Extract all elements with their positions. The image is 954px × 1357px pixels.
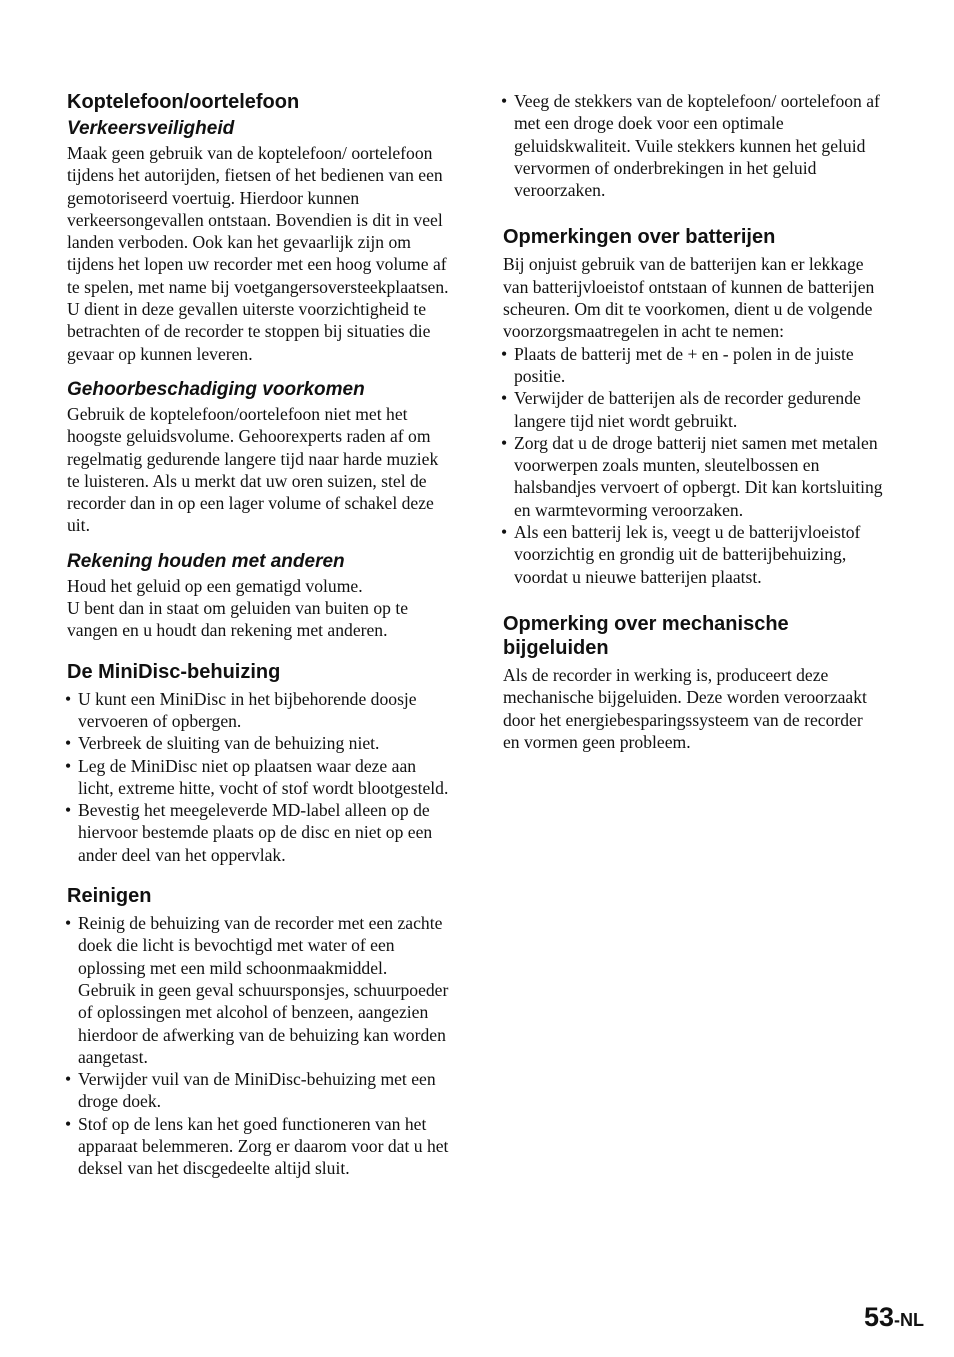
paragraph-line: U bent dan in staat om geluiden van buiten op te vangen en u houdt dan rekening met anderen.	[67, 598, 409, 641]
list-item: • Plaats de batterij met de + en - polen in de juiste positie.	[503, 343, 883, 388]
paragraph: Bij onjuist gebruik van de batterijen kan er lekkage van batterijvloeistof ontstaan of kunnen de batterijen scheuren. Om dit te voorkomen, dient u de volgende voorzorgsmaatregelen in acht te nemen:	[503, 254, 875, 342]
section-title: Opmerking over mechanische bijgeluiden	[503, 612, 789, 659]
section-headphones	[67, 90, 449, 642]
section-mechanical-noise	[503, 612, 883, 753]
bullet-list	[503, 90, 883, 201]
section-batteries	[503, 225, 883, 587]
list-item: • Verbreek de sluiting van de behuizing niet.	[67, 732, 449, 754]
paragraph-line: Houd het geluid op een gematigd volume.	[67, 575, 363, 596]
page-number	[864, 1302, 924, 1333]
list-item: • Stof op de lens kan het goed functioneren van het apparaat belemmeren. Zorg er daarom voor dat u het deksel van het discgedeelte altijd sluit.	[67, 1113, 449, 1180]
subsection-title: Verkeersveiligheid	[67, 118, 235, 139]
right-column	[503, 90, 883, 771]
list-item: • Zorg dat u de droge batterij niet samen met metalen voorwerpen zoals munten, sleutelbossen en halsbandjes vervoert of opbergt. Dit kan kortsluiting en warmtevorming veroorzaken.	[503, 432, 883, 521]
subsection-consideration	[67, 551, 449, 642]
paragraph: Als de recorder in werking is, produceert deze mechanische bijgeluiden. Deze worden veroorzaakt door het energiebesparingssysteem van de recorder en vormen geen probleem.	[503, 664, 867, 752]
section-title: Reinigen	[67, 885, 152, 908]
list-item: • Verwijder vuil van de MiniDisc-behuizing met een droge doek.	[67, 1068, 449, 1113]
list-item: • U kunt een MiniDisc in het bijbehorende doosje vervoeren of opbergen.	[67, 688, 449, 733]
subsection-hearing-damage	[67, 379, 449, 537]
bullet-list	[67, 688, 449, 866]
page-number-value: 53	[863, 1302, 894, 1332]
subsection-traffic-safety	[67, 118, 449, 365]
list-item: • Als een batterij lek is, veegt u de batterijvloeistof voorzichtig en grondig uit de batterijbehuizing, voordat u nieuwe batterijen plaatst.	[503, 521, 883, 588]
section-title: Koptelefoon/oortelefoon	[67, 91, 300, 113]
section-title: Opmerkingen over batterijen	[503, 226, 776, 249]
bullet-list	[67, 912, 449, 1180]
section-minidisc-case	[67, 660, 449, 866]
subsection-title: Rekening houden met anderen	[67, 550, 345, 572]
section-title: De MiniDisc-behuizing	[67, 660, 281, 683]
list-item: • Bevestig het meegeleverde MD-label alleen op de hiervoor bestemde plaats op de disc en niet op een ander deel van het oppervlak.	[67, 799, 449, 866]
subsection-title: Gehoorbeschadiging voorkomen	[67, 378, 365, 400]
list-item: • Leg de MiniDisc niet op plaatsen waar deze aan licht, extreme hitte, vocht of stof wordt blootgesteld.	[67, 755, 449, 800]
paragraph: Maak geen gebruik van de koptelefoon/ oortelefoon tijdens het autorijden, fietsen of het bedienen van een gemotoriseerd voertuig. Hierdoor kunnen verkeersongevallen ontstaan. Bovendien is dit in veel landen verboden. Ook kan het gevaarlijk zijn om tijdens het lopen uw recorder met een hoog volume af te spelen, met name bij voetgangersoversteekplaatsen. U dient in deze gevallen uiterste voorzichtigheid te betrachten of de recorder te stoppen bij situaties die gevaar op kunnen leveren.	[67, 143, 449, 364]
section-plug-cleaning	[503, 90, 883, 201]
section-cleaning	[67, 884, 449, 1180]
page-number-suffix: -NL	[894, 1310, 924, 1330]
list-item: • Veeg de stekkers van de koptelefoon/ oortelefoon af met een droge doek voor een optimale geluidskwaliteit. Vuile stekkers kunnen het geluid vervormen of onderbrekingen in het geluid veroorzaken.	[503, 90, 883, 201]
bullet-list	[503, 343, 883, 588]
list-item: • Verwijder de batterijen als de recorder gedurende langere tijd niet wordt gebruikt.	[503, 387, 883, 432]
list-item: • Reinig de behuizing van de recorder met een zachte doek die licht is bevochtigd met water of een oplossing met een mild schoonmaakmiddel. Gebruik in geen geval schuursponsjes, schuurpoeder of oplossingen met alcohol of benzeen, aangezien hierdoor de afwerking van de behuizing kan worden aangetast.	[67, 912, 449, 1068]
left-column	[67, 90, 449, 1198]
paragraph: Gebruik de koptelefoon/oortelefoon niet met het hoogste geluidsvolume. Gehoorexperts raden af om regelmatig gedurende langere tijd naar harde muziek te luisteren. Als u merkt dat uw oren suizen, stel de recorder dan in op een lager volume of schakel deze uit.	[67, 403, 439, 536]
